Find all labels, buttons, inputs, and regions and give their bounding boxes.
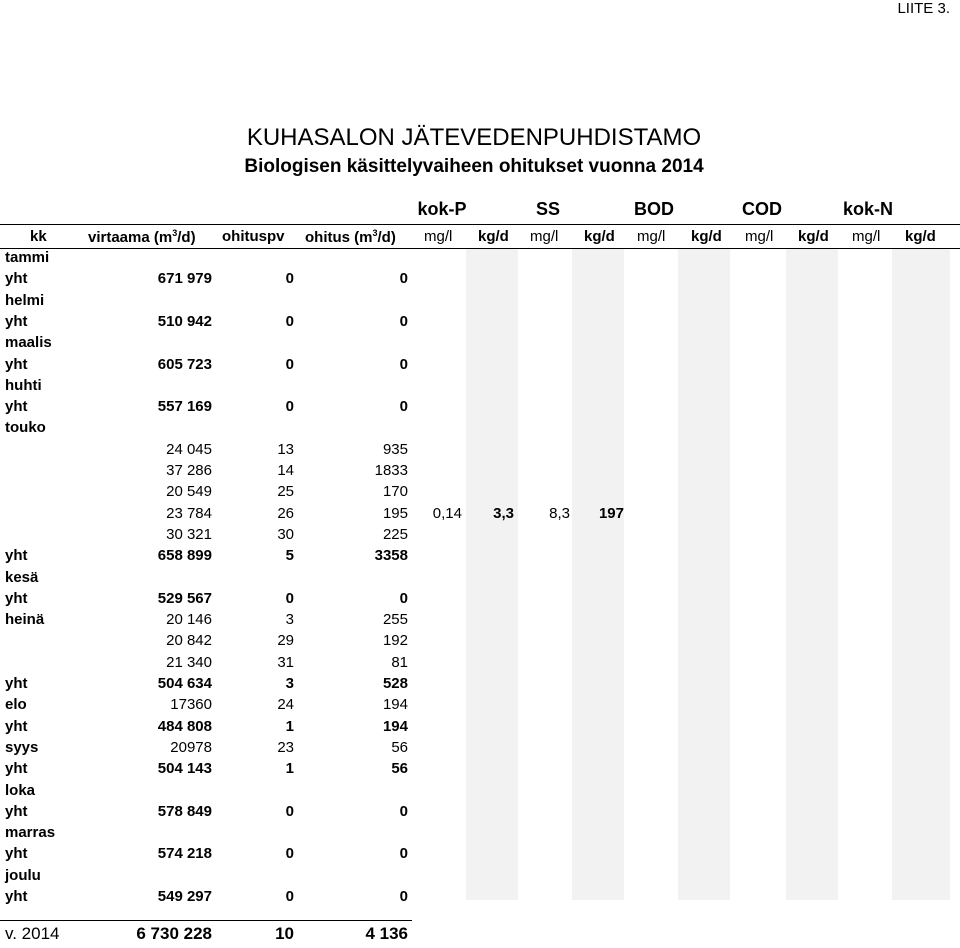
header-unit: mg/l [852,228,881,245]
header-ohituspv: ohituspv [222,228,285,245]
table-cell: 225 [382,525,408,543]
table-row [0,888,960,908]
table-cell: yht [5,760,28,778]
header-unit: mg/l [745,228,774,245]
table-cell: 3,3 [493,504,514,522]
table-cell: 21 340 [166,653,212,671]
total-ohitus: 4 136 [365,924,408,943]
table-cell: 31 [277,653,294,671]
table-row [0,611,960,631]
total-row [0,924,960,944]
table-cell: 8,3 [549,504,570,522]
table-cell: 0 [285,355,294,373]
table-cell: 1 [285,717,294,735]
table-cell: 0 [285,845,294,863]
table-cell: 0 [399,802,408,820]
total-virtaama: 6 730 228 [136,924,212,943]
page-subtitle: Biologisen käsittelyvaiheen ohitukset vuonna 2014 [244,156,704,177]
table-cell: 0 [399,589,408,607]
table-row [0,292,960,312]
table-cell: maalis [5,334,52,352]
header-unit: kg/d [905,228,936,245]
table-cell: 528 [382,675,408,692]
group-header-kok-n: kok-N [842,199,893,219]
table-cell: 0 [285,270,294,288]
table-cell: 20 146 [166,611,212,629]
table-row [0,782,960,802]
table-row [0,803,960,823]
table-cell: kesä [5,568,39,586]
table-cell: 5 [285,547,294,565]
table-cell: 658 899 [157,547,212,565]
table-cell: yht [5,547,28,565]
table-cell: loka [5,781,36,799]
table-row [0,547,960,567]
table-cell: 24 045 [166,440,212,458]
table-row [0,718,960,738]
page-title: KUHASALON JÄTEVEDENPUHDISTAMO [246,124,702,151]
table-row [0,696,960,716]
table-cell: 0 [285,888,294,905]
table-cell: 3 [285,611,294,629]
table-row [0,569,960,589]
table-cell: 557 169 [157,398,212,416]
table-cell: 25 [277,483,294,501]
header-unit: kg/d [584,228,615,245]
table-cell: 0 [285,802,294,820]
header-unit: kg/d [691,228,722,245]
header-unit: mg/l [637,228,666,245]
table-cell: 20 842 [166,632,212,650]
table-cell: 17360 [170,696,212,714]
table-cell: yht [5,888,28,905]
table-cell: 170 [382,483,408,501]
table-cell: 23 [277,738,294,756]
table-row [0,462,960,482]
table-cell: marras [5,824,56,842]
table-cell: yht [5,675,28,692]
total-rule [0,920,412,921]
table-cell: 605 723 [157,355,212,373]
header-unit: mg/l [424,228,453,245]
table-cell: heinä [5,611,45,629]
header-unit: mg/l [530,228,559,245]
table-cell: 197 [598,504,624,522]
table-cell: yht [5,717,28,735]
column-header-row [0,228,960,248]
table-cell: 671 979 [157,270,212,288]
table-row [0,483,960,503]
table-cell: 578 849 [157,802,212,820]
table-cell: 26 [277,504,294,522]
table-cell: 0 [399,312,408,330]
table-row [0,867,960,887]
header-ohitus: ohitus $(m^3/d)$ [305,228,396,246]
table-cell: 574 218 [157,845,212,863]
group-header-bod: BOD [634,199,674,219]
table-row [0,419,960,439]
table-cell: 30 321 [166,525,212,543]
table-cell: 935 [382,440,408,458]
table-cell: 3358 [374,547,408,565]
table-row [0,313,960,333]
table-cell: 549 297 [157,888,212,905]
table-cell: 1833 [374,462,408,479]
table-cell: 29 [277,632,294,650]
table-cell: 510 942 [157,312,212,330]
table-cell: touko [5,419,46,437]
table-row [0,632,960,652]
total-ohituspv: 10 [275,924,294,943]
table-cell: 37 286 [166,462,212,479]
table-cell: yht [5,589,28,607]
table-cell: 1 [285,760,294,778]
table-cell: 14 [277,462,294,479]
table-cell: 504 143 [157,760,212,778]
table-row [0,675,960,695]
table-cell: 56 [391,738,408,756]
table-row [0,526,960,546]
table-cell: 0 [399,398,408,416]
table-cell: syys [5,738,39,756]
table-row [0,590,960,610]
table-cell: 504 634 [157,675,212,692]
table-cell: 0 [399,845,408,863]
table-cell: 529 567 [157,589,212,607]
table-row [0,356,960,376]
table-cell: yht [5,355,28,373]
table-cell: yht [5,270,28,288]
table-cell: yht [5,312,28,330]
table-cell: tammi [5,249,50,266]
table-cell: elo [5,696,27,714]
table-cell: 0,14 [432,504,462,522]
table-cell: 194 [382,717,408,735]
table-cell: joulu [5,866,41,884]
table-row [0,441,960,461]
table-cell: 484 808 [157,717,212,735]
table-cell: 24 [277,696,294,714]
table-row [0,505,960,525]
table-cell: yht [5,802,28,820]
table-cell: 56 [391,760,408,778]
table-cell: 195 [382,504,408,522]
table-cell: huhti [5,376,42,394]
table-row [0,739,960,759]
header-unit: kg/d [478,228,509,245]
table-cell: 0 [285,398,294,416]
table-cell: 20978 [170,738,212,756]
table-cell: 0 [285,589,294,607]
table-cell: 20 549 [166,483,212,501]
total-label: v. 2014 [5,924,60,943]
table-row [0,760,960,780]
header-kk: kk [30,228,47,245]
group-header-kok-p: kok-P [417,199,467,219]
header-virtaama: virtaama $(m^3/d)$ [88,228,196,246]
table-cell: 13 [277,440,294,458]
table-cell: 0 [399,888,408,905]
table-row [0,334,960,354]
table-row [0,377,960,397]
table-cell: 30 [277,525,294,543]
header-rule-top [0,224,960,225]
table-cell: yht [5,398,28,416]
table-row [0,398,960,418]
group-header-ss: SS [535,199,560,219]
table-cell: 0 [399,270,408,288]
appendix-label: LIITE 3. [897,0,950,17]
table-cell: 0 [285,312,294,330]
table-row [0,654,960,674]
table-cell: 255 [382,611,408,629]
table-row [0,249,960,269]
table-row [0,845,960,865]
header-unit: kg/d [798,228,829,245]
table-cell: 192 [382,632,408,650]
table-cell: yht [5,845,28,863]
group-header-cod: COD [742,199,782,219]
table-cell: 0 [399,355,408,373]
table-cell: 23 784 [166,504,212,522]
table-cell: 194 [382,696,408,714]
table-row [0,270,960,290]
table-row [0,824,960,844]
table-cell: helmi [5,291,45,309]
table-cell: 81 [391,653,408,671]
table-cell: 3 [285,675,294,692]
